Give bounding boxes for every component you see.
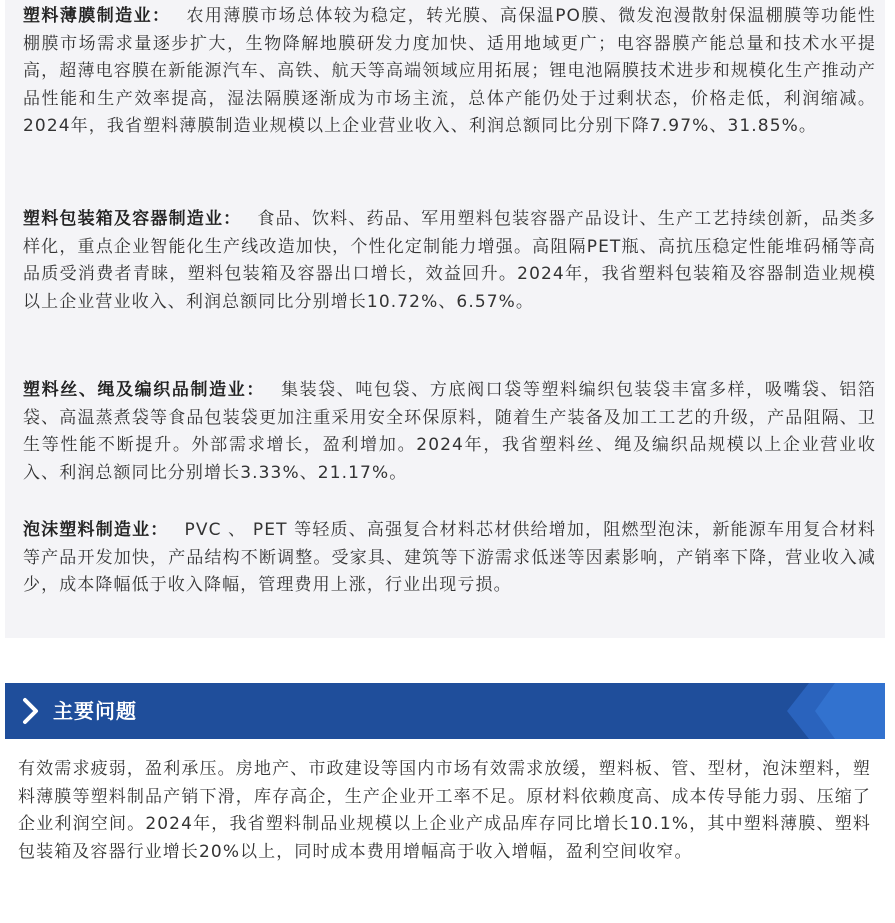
banner-title: 主要问题 [53, 699, 137, 723]
section-heading: 塑料薄膜制造业： [23, 6, 171, 26]
banner-decoration [785, 683, 885, 739]
section-foam-plastic [23, 517, 876, 600]
chevron-right-icon [21, 697, 41, 725]
section-plastic-packaging [23, 206, 876, 316]
section-body: PVC 、 PET 等轻质、高强复合材料芯材供给增加，阻燃型泡沫，新能源车用复合材料等产品开发加快，产品结构不断调整。受家具、建筑等下游需求低迷等因素影响，产销率下降，营业收入减少，成本降幅低于收入降幅，管理费用上涨，行业出现亏损。 [23, 520, 876, 596]
section-heading: 塑料包装箱及容器制造业： [23, 209, 242, 229]
section-plastic-film [23, 3, 876, 141]
section-plastic-woven [23, 377, 876, 487]
industry-sections-panel [5, 0, 885, 638]
section-heading: 塑料丝、绳及编织品制造业： [23, 380, 265, 400]
main-problems-banner [5, 683, 885, 739]
section-body: 集装袋、吨包袋、方底阀口袋等塑料编织包装袋丰富多样，吸嘴袋、铝箔袋、高温蒸煮袋等食品包装袋更加注重采用安全环保原料，随着生产装备及加工工艺的升级，产品阻隔、卫生等性能不断提升。外部需求增长，盈利增加。2024年，我省塑料丝、绳及编织品规模以上企业营业收入、利润总额同比分别增长3.33%、21.17%。 [23, 380, 876, 483]
section-body: 农用薄膜市场总体较为稳定，转光膜、高保温PO膜、微发泡漫散射保温棚膜等功能性棚膜市场需求量逐步扩大，生物降解地膜研发力度加快、适用地域更广；电容器膜产能总量和技术水平提高，超薄电容膜在新能源汽车、高铁、航天等高端领域应用拓展；锂电池隔膜技术进步和规模化生产推动产品性能和生产效率提高，湿法隔膜逐渐成为市场主流，总体产能仍处于过剩状态，价格走低，利润缩减。2024年，我省塑料薄膜制造业规模以上企业营业收入、利润总额同比分别下降7.97%、31.85%。 [23, 6, 876, 137]
section-body: 食品、饮料、药品、军用塑料包装容器产品设计、生产工艺持续创新，品类多样化，重点企业智能化生产线改造加快，个性化定制能力增强。高阻隔PET瓶、高抗压稳定性能堆码桶等高品质受消费者青睐，塑料包装箱及容器出口增长，效益回升。2024年，我省塑料包装箱及容器制造业规模以上企业营业收入、利润总额同比分别增长10.72%、6.57%。 [23, 209, 876, 312]
section-heading: 泡沫塑料制造业： [23, 520, 169, 540]
main-problems-text: 有效需求疲弱，盈利承压。房地产、市政建设等国内市场有效需求放缓，塑料板、管、型材，泡沫塑料，塑料薄膜等塑料制品产销下滑，库存高企，生产企业开工率不足。原材料依赖度高、成本传导能力弱、压缩了企业利润空间。2024年，我省塑料制品业规模以上企业产成品库存同比增长10.1%，其中塑料薄膜、塑料包装箱及容器行业增长20%以上，同时成本费用增幅高于收入增幅，盈利空间收窄。 [18, 759, 871, 862]
